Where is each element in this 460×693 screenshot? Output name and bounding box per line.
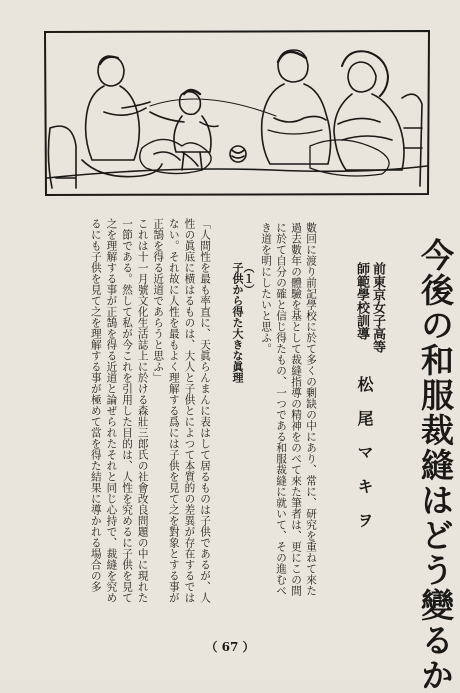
section-title: 子供から得た大きな眞理 xyxy=(231,262,244,383)
author-name: 松尾マキヲ xyxy=(355,376,374,546)
body-text xyxy=(87,218,212,604)
intro-paragraph: 數回に渡り前記學校に於て多くの剰缺の中にあり、常に、研究を重ねて來た過去數年の體驗を基として裁縫指導の精神をのべて來た筆者は、更にこの間に於て自分の確と信じ得たもの、一つである和服裁縫に就いて、その進むべき道を明にしたいと思ふ。 xyxy=(260,222,317,596)
page-number: （ 67 ） xyxy=(205,640,255,654)
affiliation-line-1: 前東京女子高等 xyxy=(370,262,385,353)
affiliation-line-2: 師範學校訓導 xyxy=(354,262,369,340)
article-title: 今後の和服裁縫はどう變るか xyxy=(416,238,455,693)
illustration-women-sewing xyxy=(42,28,432,198)
section-number: （１） xyxy=(242,262,255,295)
author-affiliation-2 xyxy=(355,262,368,340)
quote-paragraph: 「人間性を最も率直に、天眞らんまんに表はして居るものは子供であるが、人性の眞底に横はるものは、大人と子供とによつて本質的の差異が存在するではない。それ故に人性を最もよく理解する爲には子供を見て之を對象とする事が正鵠を得る近道であらうと思ふ」 xyxy=(152,218,211,603)
body-paragraph: これは十一月號文化生活誌上に於ける森壯三郎氏の社會改良問題の中に現れた一節である。然して私が今これを引用した目的は、人性を究めるに子供を見て之を理解する事が正鵠を得る近道と論ぜられたそれと同じ心持で、裁縫を究めるにも子供を見て之を理解する事が極めて當を得た結果に導かれる場合の多 xyxy=(89,218,149,603)
author-affiliation xyxy=(371,262,384,353)
section-heading xyxy=(232,262,254,383)
